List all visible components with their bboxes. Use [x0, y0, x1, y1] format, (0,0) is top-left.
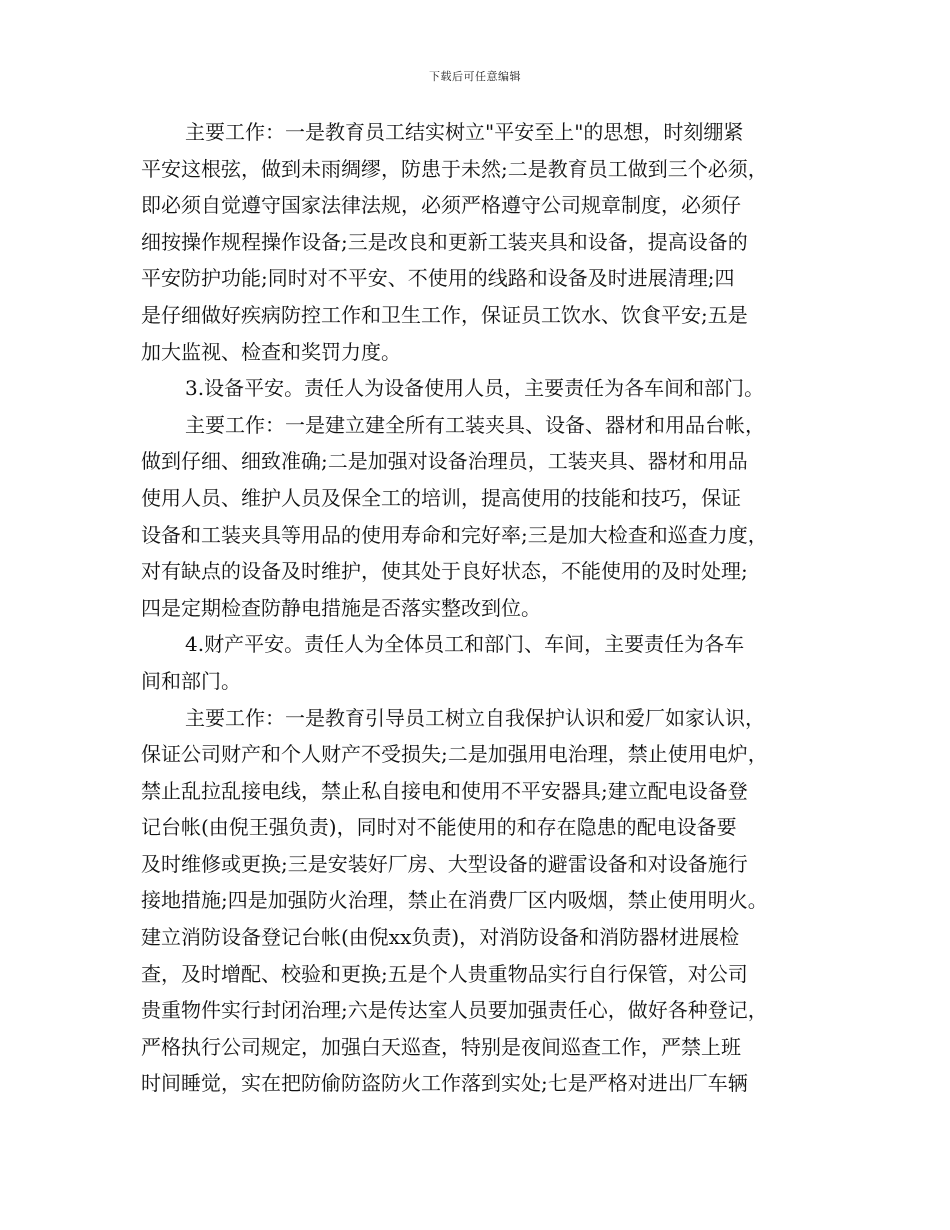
text-line: 保证公司财产和个人财产不受损失;二是加强用电治理，禁止使用电炉， — [141, 742, 768, 767]
text-line: 加大监视、检查和奖罚力度。 — [141, 339, 401, 364]
text-line: 查，及时增配、校验和更换;五是个人贵重物品实行自行保管，对公司 — [141, 961, 748, 986]
text-line: 主要工作：一是建立建全所有工装夹具、设备、器材和用品台帐， — [185, 412, 765, 437]
text-line: 做到仔细、细致准确;二是加强对设备治理员，工装夹具、器材和用品 — [141, 449, 748, 474]
text-line: 四是定期检查防静电措施是否落实整改到位。 — [141, 595, 541, 620]
text-line: 细按操作规程操作设备;三是改良和更新工装夹具和设备，提高设备的 — [141, 229, 748, 254]
text-line: 主要工作：一是教育员工结实树立"平安至上"的思想，时刻绷紧 — [185, 120, 744, 144]
text-line: 主要工作：一是教育引导员工树立自我保护认识和爱厂如家认识， — [185, 705, 765, 730]
text-line: 间和部门。 — [141, 668, 241, 693]
text-line: 严格执行公司规定，加强白天巡查，特别是夜间巡查工作，严禁上班 — [141, 1034, 741, 1059]
text-line: 设备和工装夹具等用品的使用寿命和完好率;三是加大检查和巡查力度， — [141, 522, 768, 547]
text-line: 时间睡觉，实在把防偷防盗防火工作落到实处;七是严格对进出厂车辆 — [141, 1071, 748, 1096]
page-header: 下载后可任意编辑 — [429, 70, 521, 83]
text-line: 是仔细做好疾病防控工作和卫生工作，保证员工饮水、饮食平安;五是 — [141, 302, 748, 327]
text-line: 贵重物件实行封闭治理;六是传达室人员要加强责任心，做好各种登记， — [141, 998, 768, 1023]
text-line: 4.财产平安。责任人为全体员工和部门、车间，主要责任为各车 — [185, 632, 745, 657]
text-line: 建立消防设备登记台帐(由倪xx负责)，对消防设备和消防器材进展检 — [141, 925, 740, 950]
text-line: 禁止乱拉乱接电线，禁止私自接电和使用不平安器具;建立配电设备登 — [141, 778, 748, 803]
body-text — [141, 114, 816, 1102]
text-line: 记台帐(由倪王强负责)，同时对不能使用的和存在隐患的配电设备要 — [141, 815, 737, 840]
text-line: 3.设备平安。责任人为设备使用人员，主要责任为各车间和部门。 — [185, 376, 765, 401]
text-line: 及时维修或更换;三是安装好厂房、大型设备的避雷设备和对设备施行 — [141, 851, 748, 876]
text-line: 对有缺点的设备及时维护，使其处于良好状态，不能使用的及时处理; — [141, 559, 748, 584]
text-line: 接地措施;四是加强防火治理，禁止在消费厂区内吸烟，禁止使用明火。 — [141, 888, 768, 913]
text-line: 平安防护功能;同时对不平安、不使用的线路和设备及时进展清理;四 — [141, 266, 735, 291]
text-line: 即必须自觉遵守国家法律法规，必须严格遵守公司规章制度，必须仔 — [141, 193, 741, 218]
text-line: 使用人员、维护人员及保全工的培训，提高使用的技能和技巧，保证 — [141, 485, 741, 510]
text-line: 平安这根弦，做到未雨绸缪，防患于未然;二是教育员工做到三个必须， — [141, 156, 768, 181]
